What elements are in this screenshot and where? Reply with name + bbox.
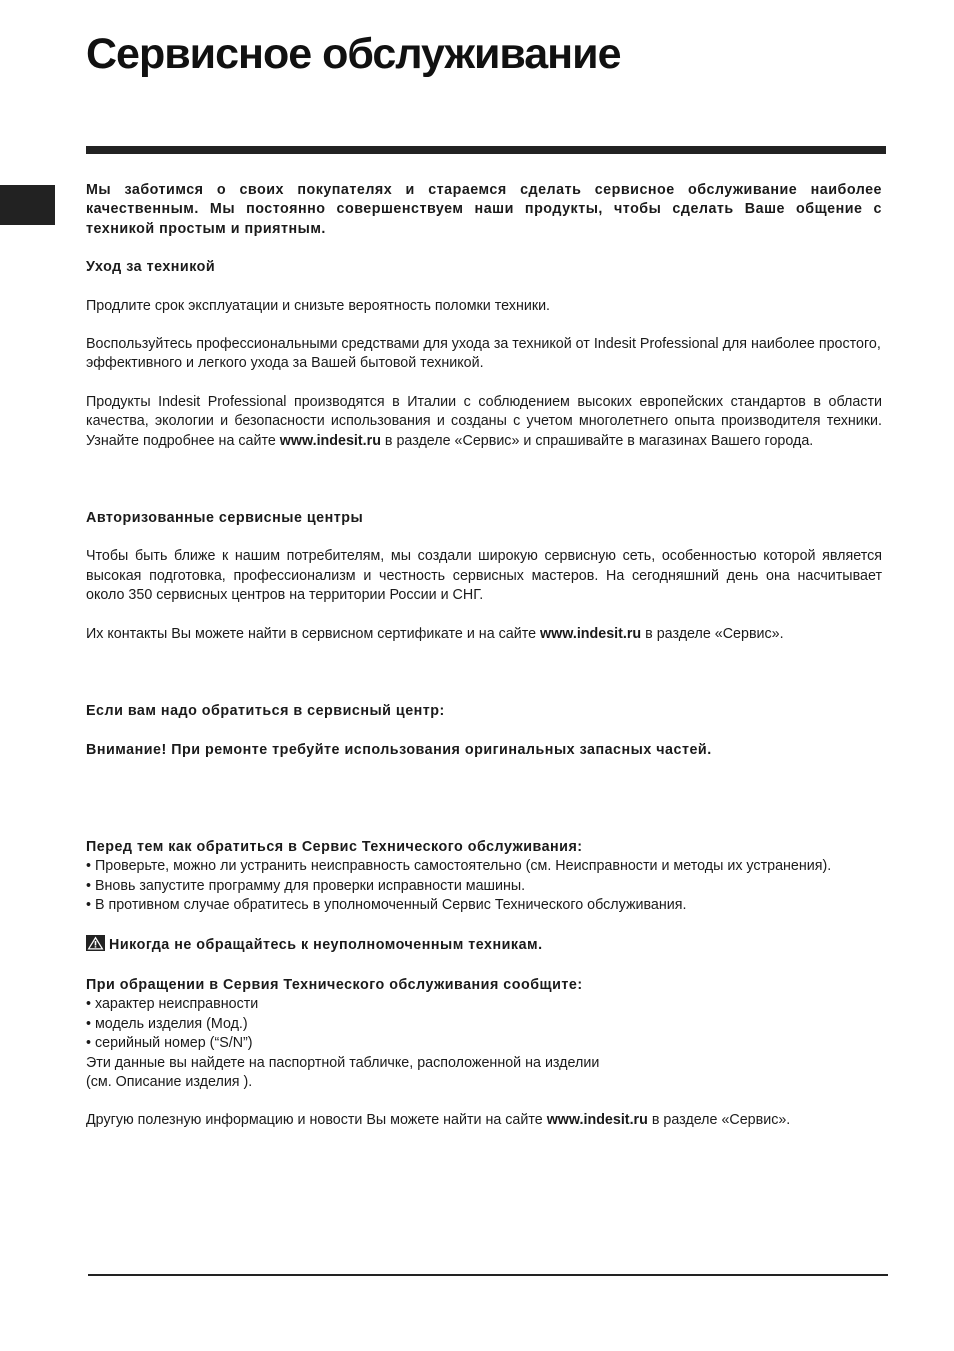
- warning-icon: [86, 935, 105, 957]
- footer-divider: [88, 1274, 888, 1276]
- page-title: Сервисное обслуживание: [86, 30, 621, 78]
- centers-heading: Авторизованные сервисные центры: [86, 510, 364, 527]
- report-heading: При обращении в Сервия Технического обслуживания сообщите:: [86, 976, 583, 993]
- centers-paragraph-1: Чтобы быть ближе к нашим потребителям, мы создали широкую сервисную сеть, особенностью которой является высокая подготовка, профессионализм и честность сервисных мастеров. На сегодняшний день она насчитывает около 350 сервисных центров на территории России и СНГ.: [86, 548, 882, 604]
- centers-paragraph-2: Их контакты Вы можете найти в сервисном сертификате и на сайте www.indesit.ru в разделе «Сервис».: [86, 625, 784, 642]
- indesit-site-link[interactable]: www.indesit.ru: [279, 432, 381, 449]
- final-paragraph: Другую полезную информацию и новости Вы можете найти на сайте www.indesit.ru в разделе «Сервис».: [86, 1112, 791, 1129]
- care-paragraph-1: Продлите срок эксплуатации и снизьте вероятность поломки техники.: [86, 297, 551, 314]
- before-item: • Проверьте, можно ли устранить неисправность самостоятельно (см. Неисправности и методы их устранения).: [86, 858, 832, 875]
- main-content: [86, 181, 882, 1131]
- before-item: • Вновь запустите программу для проверки исправности машины.: [86, 877, 526, 894]
- title-divider: [86, 146, 886, 154]
- report-item: • характер неисправности: [86, 996, 259, 1013]
- attention-notice: Внимание! При ремонте требуйте использования оригинальных запасных частей.: [86, 741, 712, 758]
- indesit-site-link[interactable]: www.indesit.ru: [546, 1112, 648, 1129]
- report-note: Эти данные вы найдете на паспортной табличке, расположенной на изделии: [86, 1054, 600, 1071]
- language-tab-marker: [0, 185, 55, 225]
- report-note: (см. Описание изделия ).: [86, 1073, 253, 1090]
- care-paragraph-2: Воспользуйтесь профессиональными средствами для ухода за техникой от Indesit Professional для наиболее простого, эффективного и легкого ухода за Вашей бытовой техникой.: [86, 336, 881, 372]
- care-heading: Уход за техникой: [86, 259, 216, 276]
- intro-paragraph: Мы заботимся о своих покупателях и стараемся сделать сервисное обслуживание наиболее качественным. Мы постоянно совершенствуем наши продукты, чтобы сделать Ваше общение с техникой простым и приятным.: [86, 182, 882, 237]
- before-item: • В противном случае обратитесь в уполномоченный Сервис Технического обслуживания.: [86, 897, 687, 914]
- warning-line: Никогда не обращайтесь к неуполномоченным техникам.: [86, 935, 882, 957]
- before-contact-heading: Перед тем как обратиться в Сервис Технического обслуживания:: [86, 838, 583, 855]
- contact-heading: Если вам надо обратиться в сервисный центр:: [86, 703, 445, 720]
- report-item: • модель изделия (Мод.): [86, 1015, 248, 1032]
- care-paragraph-3: Продукты Indesit Professional производятся в Италии с соблюдением высоких европейских стандартов в области качества, экологии и безопасности использования и созданы с учетом многолетнего опыта производителя техники. Узнайте подробнее на сайте www.indesit.ru в разделе «Сервис» и спрашивайте в магазинах Вашего города.: [86, 393, 882, 449]
- indesit-site-link[interactable]: www.indesit.ru: [540, 625, 642, 642]
- report-item: • серийный номер (“S/N”): [86, 1035, 253, 1052]
